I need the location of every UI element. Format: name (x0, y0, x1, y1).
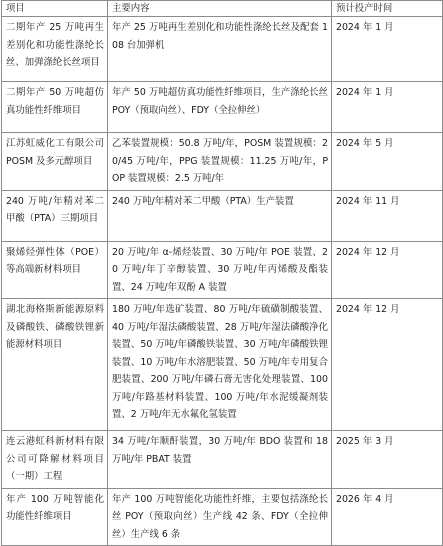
cell-content: 年产 100 万吨智能化功能性纤维，主要包括涤纶长丝 POY（预取向丝）生产线 42 条、FDY（全拉伸丝）生产线 6 条 (108, 488, 332, 546)
cell-content: 180 万吨/年选矿装置、80 万吨/年硫磺制酸装置、40 万吨/年湿法磷酸装置、28 万吨/年湿法磷酸净化装置、50 万吨/年磷酸铁装置、30 万吨/年磷酸铁锂装置、10 万吨/年水溶肥装置、50 万吨/年专用复合肥装置、200 万吨/年磷石膏无害化处理装置、100 万吨/年路基材料装置、100 万吨/年水泥缓凝剂装置、2 万吨/年无水氟化氢装置 (108, 299, 332, 431)
table-row (2, 241, 443, 299)
table-row (2, 133, 443, 191)
table-row (2, 82, 443, 133)
cell-content: 乙苯装置规模：50.8 万吨/年，POSM 装置规模：20/45 万吨/年，PPG 装置规模：11.25 万吨/年，POP 装置规模：2.5 万吨/年 (108, 133, 332, 191)
cell-time: 2024 年 12 月 (332, 241, 443, 299)
cell-content: 年产 25 万吨再生差别化和功能性涤纶长丝及配套 108 台加弹机 (108, 17, 332, 82)
cell-time: 2026 年 4 月 (332, 488, 443, 546)
header-content: 主要内容 (108, 1, 332, 17)
cell-time: 2024 年 11 月 (332, 190, 443, 241)
cell-time: 2024 年 5 月 (332, 133, 443, 191)
header-time: 预计投产时间 (332, 1, 443, 17)
cell-time: 2024 年 1 月 (332, 82, 443, 133)
cell-item: 江苏虹威化工有限公司 POSM 及多元醇项目 (2, 133, 108, 191)
header-item: 项目 (2, 1, 108, 17)
cell-content: 240 万吨/年精对苯二甲酸（PTA）生产装置 (108, 190, 332, 241)
cell-time: 2025 年 3 月 (332, 431, 443, 489)
table-row (2, 488, 443, 546)
cell-item: 连云港虹科新材料有限公司可降解材料项目（一期）工程 (2, 431, 108, 489)
cell-item: 年产 100 万吨智能化功能性纤维项目 (2, 488, 108, 546)
cell-item: 湖北海格斯新能源原料及磷酸铁、磷酸铁锂新能源材料项目 (2, 299, 108, 431)
cell-content: 年产 50 万吨超仿真功能性纤维项目，生产涤纶长丝 POY（预取向丝）、FDY（全拉伸丝） (108, 82, 332, 133)
table-row (2, 190, 443, 241)
cell-content: 34 万吨/年顺酐装置，30 万吨/年 BDO 装置和 18 万吨/年 PBAT 装置 (108, 431, 332, 489)
table-row (2, 431, 443, 489)
table-header-row (2, 1, 443, 17)
table-row (2, 299, 443, 431)
cell-item: 二期年产 50 万吨超仿真功能性纤维项目 (2, 82, 108, 133)
table-row (2, 17, 443, 82)
cell-time: 2024 年 12 月 (332, 299, 443, 431)
cell-item: 240 万吨/年精对苯二甲酸（PTA）三期项目 (2, 190, 108, 241)
cell-time: 2024 年 1 月 (332, 17, 443, 82)
cell-item: 二期年产 25 万吨再生差别化和功能性涤纶长丝、加弹涤纶长丝项目 (2, 17, 108, 82)
cell-content: 20 万吨/年 α-烯烃装置、30 万吨/年 POE 装置、20 万吨/年丁辛醇装置、30 万吨/年丙烯酸及酯装置、24 万吨/年双酚 A 装置 (108, 241, 332, 299)
project-table (1, 0, 443, 546)
cell-item: 聚烯烃弹性体（POE）等高端新材料项目 (2, 241, 108, 299)
